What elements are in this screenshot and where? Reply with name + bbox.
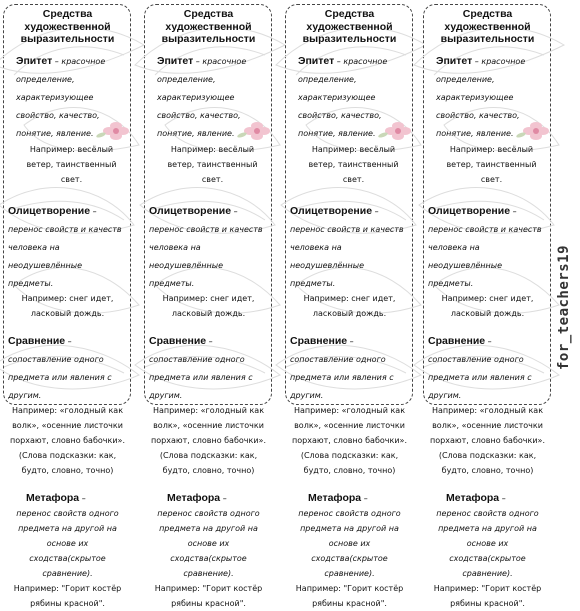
hint-comparison: (Слова подсказки: как, будто, словно, точно) [18, 450, 117, 475]
section-metaphor [8, 488, 127, 611]
section-comparison [149, 331, 268, 478]
dash-epithet: – [193, 56, 203, 66]
hint-comparison: (Слова подсказки: как, будто, словно, точно) [438, 450, 537, 475]
definition-metaphor: перенос свойств одного предмета на другой на основе их сходства(скрытое сравнение). [436, 508, 539, 578]
example-comparison: Например: «голодный как волк», «осенние листочки порхают, словно бабочки». [151, 405, 266, 445]
hint-comparison: (Слова подсказки: как, будто, словно, точно) [159, 450, 258, 475]
definition-personification: перенос свойств и качеств человека на неодушевлённые предметы. [290, 224, 404, 288]
example-comparison: Например: «голодный как волк», «осенние листочки порхают, словно бабочки». [292, 405, 407, 445]
section-metaphor [149, 488, 268, 611]
term-epithet: Эпитет [436, 54, 473, 67]
section-epithet [428, 51, 547, 187]
bookmark-card-2 [144, 4, 272, 608]
example-epithet: Например: весёлый ветер, таинственный свет. [308, 144, 399, 184]
term-metaphor: Метафора [446, 491, 500, 504]
term-comparison: Сравнение [149, 334, 207, 347]
definition-comparison: сопоставление одного предмета или явления с другим. [149, 354, 253, 400]
term-epithet: Эпитет [16, 54, 53, 67]
example-comparison: Например: «голодный как волк», «осенние листочки порхают, словно бабочки». [10, 405, 125, 445]
dash-metaphor: – [220, 493, 227, 503]
example-personification: Например: снег идет, ласковый дождь. [21, 293, 114, 318]
dash-personification: – [372, 206, 379, 216]
term-metaphor: Метафора [308, 491, 362, 504]
definition-epithet: красочное определение, характеризующее свойство, качество, понятие, явление. [16, 56, 106, 138]
section-epithet [149, 51, 268, 187]
dash-personification: – [231, 206, 238, 216]
dash-metaphor: – [361, 493, 368, 503]
term-personification: Олицетворение [290, 204, 373, 217]
dash-epithet: – [472, 56, 482, 66]
definition-personification: перенос свойств и качеств человека на неодушевлённые предметы. [8, 224, 122, 288]
definition-metaphor: перенос свойств одного предмета на другой на основе их сходства(скрытое сравнение). [16, 508, 119, 578]
term-personification: Олицетворение [8, 204, 91, 217]
definition-comparison: сопоставление одного предмета или явления с другим. [428, 354, 532, 400]
term-comparison: Сравнение [428, 334, 486, 347]
section-personification [290, 201, 409, 321]
section-comparison [8, 331, 127, 478]
definition-epithet: красочное определение, характеризующее свойство, качество, понятие, явление. [298, 56, 388, 138]
example-epithet: Например: весёлый ветер, таинственный свет. [446, 144, 537, 184]
example-personification: Например: снег идет, ласковый дождь. [162, 293, 255, 318]
bookmark-title: Средства художественной выразительности [161, 8, 256, 45]
bookmark-card-4 [423, 4, 551, 608]
example-personification: Например: снег идет, ласковый дождь. [441, 293, 534, 318]
dash-metaphor: – [79, 493, 86, 503]
dash-comparison: – [65, 336, 72, 346]
watermark-text: for_teachers19 [556, 244, 572, 370]
example-metaphor: Например: "Горит костёр рябины красной". [295, 583, 404, 608]
section-comparison [428, 331, 547, 478]
definition-epithet: красочное определение, характеризующее свойство, качество, понятие, явление. [157, 56, 247, 138]
term-metaphor: Метафора [26, 491, 80, 504]
bookmark-title: Средства художественной выразительности [20, 8, 115, 45]
dash-comparison: – [206, 336, 213, 346]
term-metaphor: Метафора [167, 491, 221, 504]
bookmark-card-1 [3, 4, 131, 608]
dash-epithet: – [334, 56, 344, 66]
term-personification: Олицетворение [428, 204, 511, 217]
section-personification [149, 201, 268, 321]
definition-metaphor: перенос свойств одного предмета на другой на основе их сходства(скрытое сравнение). [298, 508, 401, 578]
dash-comparison: – [485, 336, 492, 346]
dash-personification: – [90, 206, 97, 216]
section-metaphor [290, 488, 409, 611]
term-epithet: Эпитет [157, 54, 194, 67]
example-epithet: Например: весёлый ветер, таинственный свет. [26, 144, 117, 184]
dash-metaphor: – [499, 493, 506, 503]
section-metaphor [428, 488, 547, 611]
example-metaphor: Например: "Горит костёр рябины красной". [13, 583, 122, 608]
example-metaphor: Например: "Горит костёр рябины красной". [154, 583, 263, 608]
dash-epithet: – [52, 56, 62, 66]
example-personification: Например: снег идет, ласковый дождь. [303, 293, 396, 318]
section-epithet [290, 51, 409, 187]
section-personification [428, 201, 547, 321]
term-epithet: Эпитет [298, 54, 335, 67]
dash-comparison: – [347, 336, 354, 346]
section-comparison [290, 331, 409, 478]
section-epithet [8, 51, 127, 187]
example-metaphor: Например: "Горит костёр рябины красной". [433, 583, 542, 608]
term-comparison: Сравнение [290, 334, 348, 347]
definition-epithet: красочное определение, характеризующее свойство, качество, понятие, явление. [436, 56, 526, 138]
definition-personification: перенос свойств и качеств человека на неодушевлённые предметы. [428, 224, 542, 288]
example-comparison: Например: «голодный как волк», «осенние листочки порхают, словно бабочки». [430, 405, 545, 445]
term-comparison: Сравнение [8, 334, 66, 347]
definition-personification: перенос свойств и качеств человека на неодушевлённые предметы. [149, 224, 263, 288]
example-epithet: Например: весёлый ветер, таинственный свет. [167, 144, 258, 184]
section-personification [8, 201, 127, 321]
bookmark-title: Средства художественной выразительности [440, 8, 535, 45]
bookmark-card-3 [285, 4, 413, 608]
definition-comparison: сопоставление одного предмета или явления с другим. [290, 354, 394, 400]
definition-metaphor: перенос свойств одного предмета на другой на основе их сходства(скрытое сравнение). [157, 508, 260, 578]
definition-comparison: сопоставление одного предмета или явления с другим. [8, 354, 112, 400]
hint-comparison: (Слова подсказки: как, будто, словно, точно) [300, 450, 399, 475]
dash-personification: – [510, 206, 517, 216]
term-personification: Олицетворение [149, 204, 232, 217]
bookmark-title: Средства художественной выразительности [302, 8, 397, 45]
